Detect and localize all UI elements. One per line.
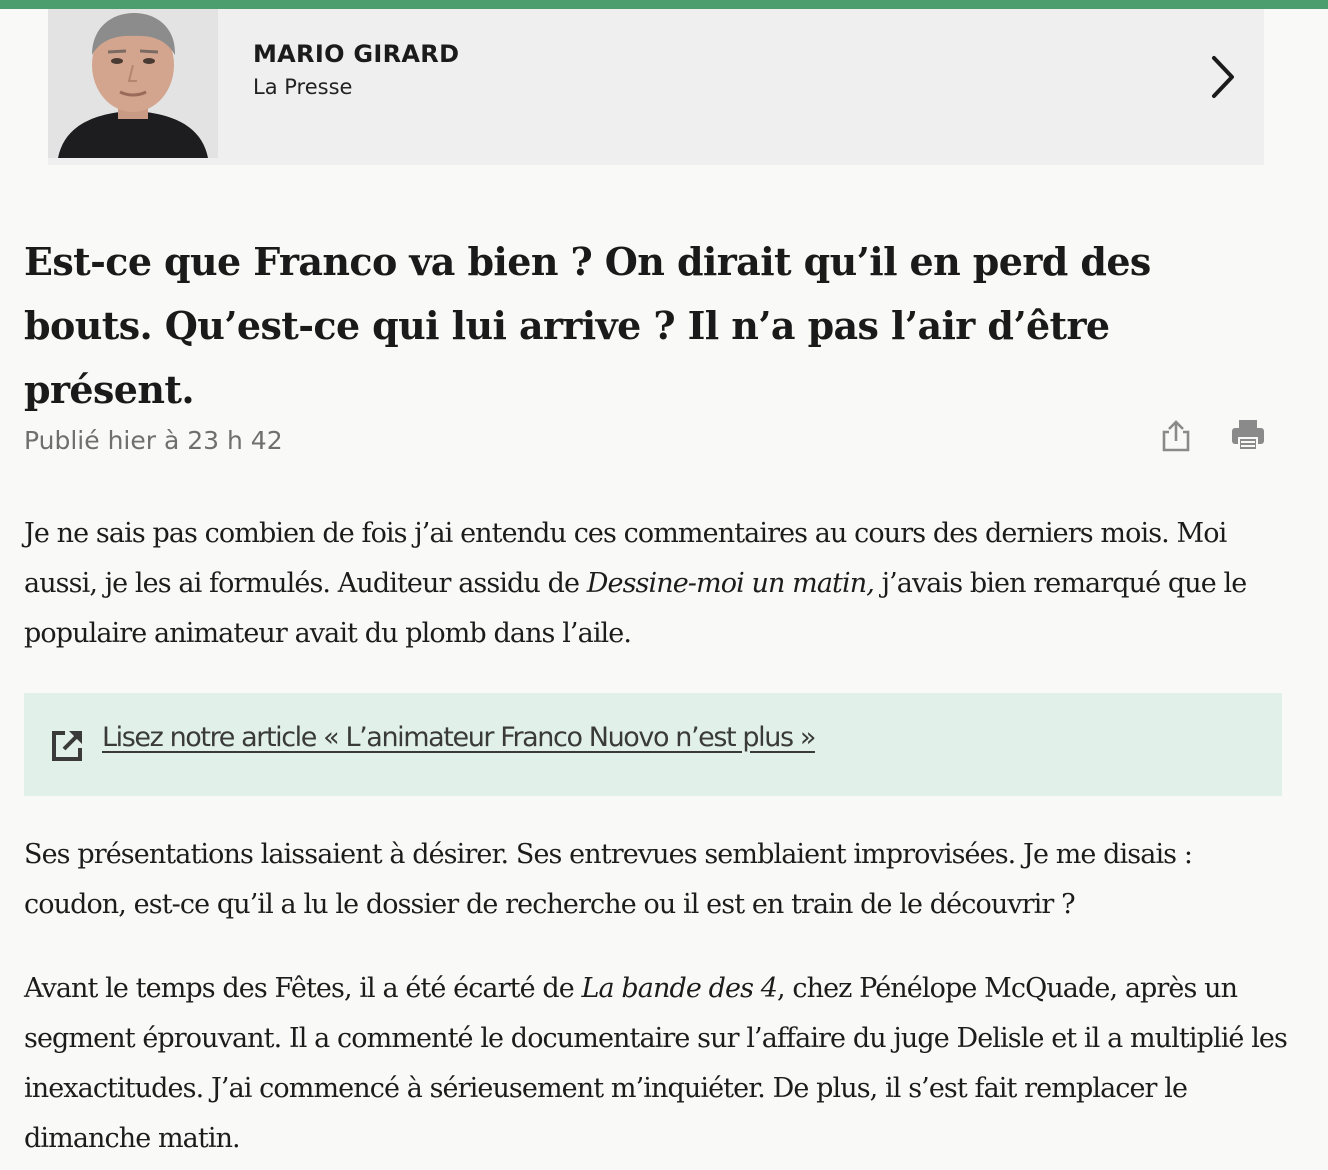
article-paragraph-3 bbox=[24, 964, 1294, 1164]
related-article-box bbox=[24, 693, 1282, 796]
paragraph-3-text-end: , chez Pénélope McQuade, après un segment éprouvant. Il a commenté le documentaire sur l’affaire du juge Delisle et il a multiplié les inexactitudes. J’ai commencé à sérieusement m’inquiéter. De plus, il s’est fait remplacer le dimanche matin. bbox=[24, 973, 1287, 1154]
chevron-right-icon[interactable] bbox=[1204, 53, 1240, 101]
article-headline: Est-ce que Franco va bien ? On dirait qu’il en perd des bouts. Qu’est-ce qui lui arrive ? Il n’a pas l’air d’être présent. bbox=[24, 239, 1151, 412]
share-icon[interactable] bbox=[1158, 418, 1194, 454]
article-paragraph-2: Ses présentations laissaient à désirer. Ses entrevues semblaient improvisées. Je me disais : coudon, est-ce qu’il a lu le dossier de recherche ou il est en train de le découvrir ? bbox=[24, 839, 1193, 920]
author-portrait-image bbox=[48, 9, 218, 158]
external-link-icon[interactable] bbox=[50, 727, 86, 763]
show-title-bande-des-4: La bande des 4 bbox=[581, 973, 778, 1004]
author-outlet: La Presse bbox=[253, 75, 353, 99]
paragraph-3-text-start: Avant le temps des Fêtes, il a été écarté de bbox=[24, 973, 582, 1004]
show-title-dessine-moi: Dessine-moi un matin, bbox=[586, 568, 874, 599]
print-icon[interactable] bbox=[1228, 416, 1268, 454]
article-paragraph-1 bbox=[24, 509, 1294, 659]
related-article-link[interactable]: Lisez notre article « L’animateur Franco Nuovo n’est plus » bbox=[102, 722, 815, 753]
top-accent-bar bbox=[0, 0, 1328, 9]
author-card[interactable] bbox=[48, 9, 1264, 165]
publish-date: Publié hier à 23 h 42 bbox=[24, 426, 283, 455]
paragraph-1-text-end: j’avais bien remarqué que le populaire animateur avait du plomb dans l’aile. bbox=[24, 568, 1247, 649]
author-name[interactable]: MARIO GIRARD bbox=[253, 40, 460, 68]
paragraph-1-text-start: Je ne sais pas combien de fois j’ai entendu ces commentaires au cours des derniers mois. Moi aussi, je les ai formulés. Auditeur assidu de bbox=[24, 518, 1227, 599]
author-photo bbox=[48, 9, 218, 158]
